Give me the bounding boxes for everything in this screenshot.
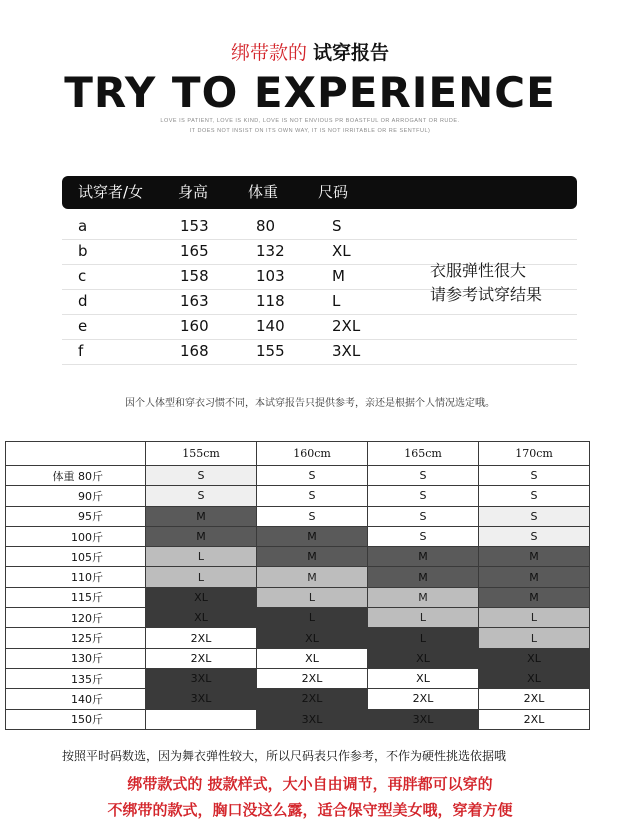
size-grid: [5, 441, 590, 730]
trial-cell-size: XL: [332, 242, 351, 260]
grid-size-cell: S: [479, 506, 590, 526]
grid-weight-label: 体重 80斤: [6, 466, 146, 486]
grid-size-cell: S: [146, 486, 257, 506]
grid-weight-label: 135斤: [6, 668, 146, 688]
grid-size-cell: M: [479, 567, 590, 587]
title-cn-bold: 试穿报告: [313, 42, 390, 64]
grid-weight-label: 130斤: [6, 648, 146, 668]
grid-size-cell: 3XL: [146, 668, 257, 688]
grid-size-cell: M: [479, 587, 590, 607]
grid-height-header: 170cm: [479, 442, 590, 466]
grid-size-cell: XL: [368, 648, 479, 668]
grid-size-cell: L: [146, 567, 257, 587]
trial-cell-weight: 140: [256, 317, 285, 335]
grid-size-cell: XL: [479, 648, 590, 668]
trial-cell-height: 158: [180, 267, 209, 285]
grid-weight-label: 115斤: [6, 587, 146, 607]
trial-cell-name: c: [78, 267, 87, 285]
trial-cell-height: 168: [180, 342, 209, 360]
grid-size-cell: L: [368, 608, 479, 628]
grid-size-cell: 2XL: [479, 709, 590, 729]
grid-size-cell: 2XL: [368, 689, 479, 709]
grid-weight-label: 120斤: [6, 608, 146, 628]
grid-size-cell: M: [479, 547, 590, 567]
grid-height-header: 160cm: [257, 442, 368, 466]
grid-size-cell: 2XL: [146, 628, 257, 648]
grid-size-cell: XL: [146, 608, 257, 628]
grid-size-cell: M: [368, 567, 479, 587]
trial-header-size: 尺码: [318, 183, 349, 201]
grid-row: [6, 506, 590, 526]
grid-size-cell: 3XL: [146, 689, 257, 709]
grid-row: [6, 608, 590, 628]
grid-size-cell: S: [368, 466, 479, 486]
grid-row: [6, 526, 590, 546]
grid-size-cell: S: [146, 466, 257, 486]
trial-cell-height: 165: [180, 242, 209, 260]
grid-size-cell: XL: [368, 668, 479, 688]
grid-size-cell: S: [479, 486, 590, 506]
grid-weight-label: 95斤: [6, 506, 146, 526]
trial-cell-name: b: [78, 242, 88, 260]
grid-size-cell: L: [257, 587, 368, 607]
trial-row-divider: [62, 314, 577, 315]
grid-weight-label: 90斤: [6, 486, 146, 506]
trial-cell-size: 2XL: [332, 317, 361, 335]
trial-cell-height: 160: [180, 317, 209, 335]
trial-cell-name: a: [78, 217, 88, 235]
grid-row: [6, 486, 590, 506]
grid-size-cell: M: [146, 506, 257, 526]
trial-cell-weight: 80: [256, 217, 276, 235]
footer-red-line-1: 绑带款式的 披款样式，大小自由调节，再胖都可以穿的: [127, 775, 493, 793]
grid-size-cell: L: [479, 628, 590, 648]
grid-header-row: [6, 442, 590, 466]
grid-size-cell: 2XL: [257, 668, 368, 688]
page-title-en: TRY TO EXPERIENCE: [64, 68, 556, 117]
trial-row-divider: [62, 364, 577, 365]
grid-row: [6, 709, 590, 729]
grid-size-cell: L: [146, 547, 257, 567]
grid-weight-label: 150斤: [6, 709, 146, 729]
grid-size-cell: XL: [146, 587, 257, 607]
elastic-note-line-1: 衣服弹性很大: [430, 261, 527, 280]
trial-cell-name: d: [78, 292, 88, 310]
grid-size-cell: S: [368, 486, 479, 506]
elastic-note-line-2: 请参考试穿结果: [430, 285, 543, 304]
grid-row: [6, 587, 590, 607]
trial-cell-weight: 132: [256, 242, 285, 260]
grid-size-cell: [146, 709, 257, 729]
grid-row: [6, 567, 590, 587]
trial-header-height: 身高: [178, 183, 209, 201]
grid-size-cell: M: [146, 526, 257, 546]
grid-size-cell: M: [257, 526, 368, 546]
grid-row: [6, 466, 590, 486]
grid-size-cell: XL: [479, 668, 590, 688]
grid-size-cell: S: [257, 506, 368, 526]
grid-weight-label: 105斤: [6, 547, 146, 567]
trial-cell-weight: 118: [256, 292, 285, 310]
subtitle-line-2: IT DOES NOT INSIST ON ITS OWN WAY, IT IS NOT IRRITABLE OR RE SENTFUL): [189, 128, 431, 134]
grid-row: [6, 547, 590, 567]
page-title-cn: [0, 38, 620, 65]
grid-size-cell: 3XL: [257, 709, 368, 729]
grid-row: [6, 628, 590, 648]
grid-size-cell: 2XL: [257, 689, 368, 709]
grid-size-cell: S: [368, 506, 479, 526]
trial-cell-name: f: [78, 342, 84, 360]
grid-size-cell: M: [257, 567, 368, 587]
footer-note: 按照平时码数选，因为舞衣弹性较大，所以尺码表只作参考，不作为硬性挑选依据哦: [62, 749, 507, 763]
grid-row: [6, 648, 590, 668]
trial-cell-size: M: [332, 267, 345, 285]
grid-size-cell: L: [257, 608, 368, 628]
trial-header-weight: 体重: [248, 183, 279, 201]
grid-size-cell: M: [257, 547, 368, 567]
trial-cell-size: L: [332, 292, 341, 310]
grid-weight-label: 140斤: [6, 689, 146, 709]
grid-size-cell: S: [479, 466, 590, 486]
trial-cell-weight: 155: [256, 342, 285, 360]
grid-size-cell: 2XL: [146, 648, 257, 668]
grid-size-cell: M: [368, 547, 479, 567]
trial-header-tester: 试穿者/女: [78, 183, 144, 201]
trial-cell-name: e: [78, 317, 88, 335]
grid-size-cell: 3XL: [368, 709, 479, 729]
trial-cell-size: S: [332, 217, 342, 235]
grid-corner: [6, 442, 146, 466]
grid-size-cell: L: [479, 608, 590, 628]
grid-weight-label: 100斤: [6, 526, 146, 546]
grid-row: [6, 668, 590, 688]
trial-cell-height: 163: [180, 292, 209, 310]
grid-size-cell: XL: [257, 648, 368, 668]
trial-caption: 因个人体型和穿衣习惯不同，本试穿报告只提供参考，亲还是根据个人情况选定哦。: [125, 398, 495, 409]
grid-size-cell: L: [368, 628, 479, 648]
grid-height-header: 165cm: [368, 442, 479, 466]
trial-cell-size: 3XL: [332, 342, 361, 360]
trial-row-divider: [62, 239, 577, 240]
grid-weight-label: 125斤: [6, 628, 146, 648]
trial-row-divider: [62, 339, 577, 340]
grid-size-cell: 2XL: [479, 689, 590, 709]
grid-size-cell: S: [257, 466, 368, 486]
grid-height-header: 155cm: [146, 442, 257, 466]
grid-size-cell: S: [479, 526, 590, 546]
grid-size-cell: XL: [257, 628, 368, 648]
footer-red-line-2: 不绑带的款式，胸口没这么露，适合保守型美女哦，穿着方便: [107, 801, 513, 819]
grid-size-cell: S: [368, 526, 479, 546]
grid-size-cell: M: [368, 587, 479, 607]
grid-weight-label: 110斤: [6, 567, 146, 587]
title-cn-red: 绑带款的: [230, 42, 307, 64]
trial-cell-weight: 103: [256, 267, 285, 285]
grid-size-cell: S: [257, 486, 368, 506]
trial-cell-height: 153: [180, 217, 209, 235]
grid-row: [6, 689, 590, 709]
subtitle-line-1: LOVE IS PATIENT, LOVE IS KIND, LOVE IS NOT ENVIOUS PR BOASTFUL OR ARROGANT OR RUDE.: [160, 118, 460, 124]
